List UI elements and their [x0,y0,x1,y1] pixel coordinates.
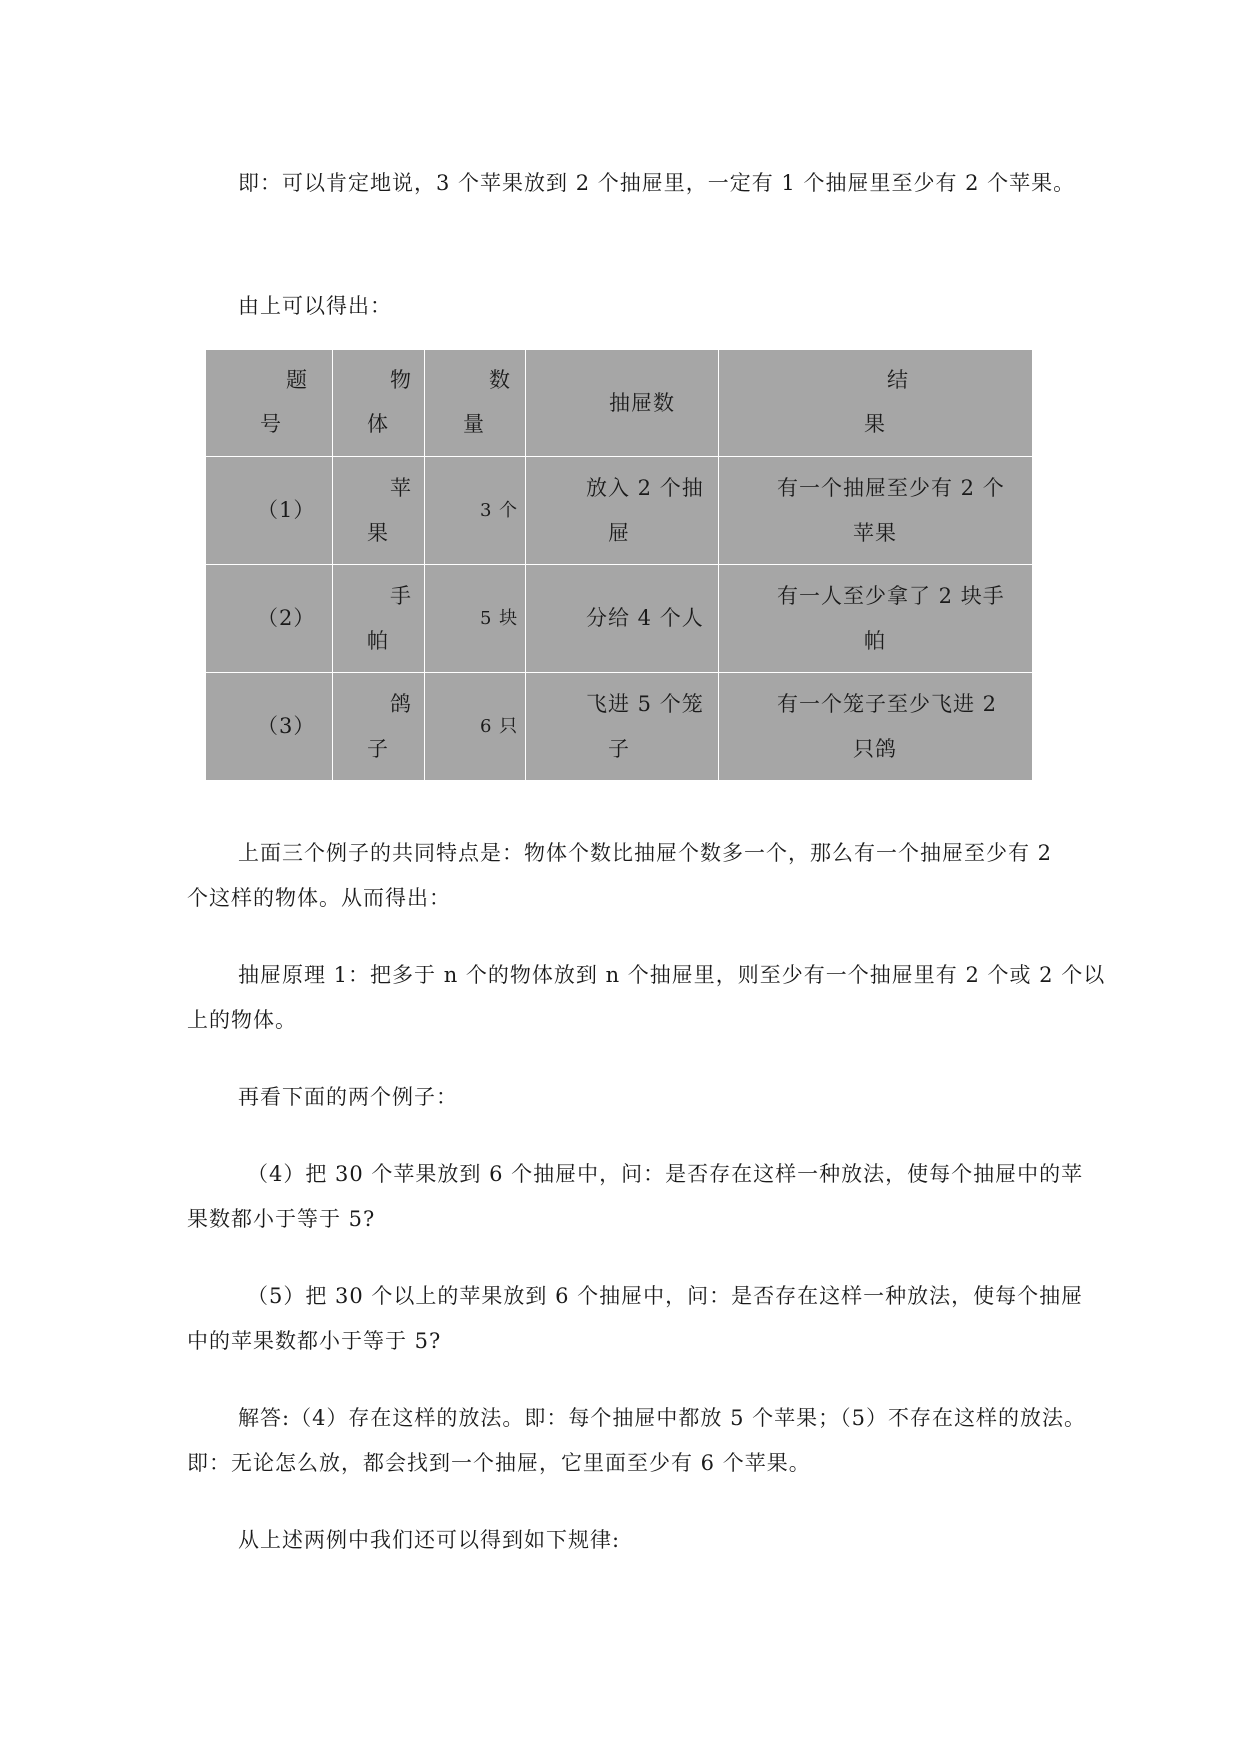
paragraph-rule-intro: 从上述两例中我们还可以得到如下规律: [238,1528,621,1552]
row-object-cell [333,673,425,781]
paragraph-principle-1-line-1: 抽屉原理 1：把多于 n 个的物体放到 n 个抽屉里，则至少有一个抽屉里有 2 个或 2 个以 [238,963,1106,987]
header-cell-result [719,350,1033,457]
paragraph-answer-line-1: 解答:（4）存在这样的放法。即：每个抽屉中都放 5 个苹果；（5）不存在这样的放法。 [238,1406,1087,1430]
header-cell-number [206,350,333,457]
table-row [206,673,1033,781]
row-drawers-line-2: 子 [608,737,630,761]
row-drawers-line-1: 分给 4 个人 [586,606,704,630]
header-drawers-label: 抽屉数 [609,391,675,415]
header-cell-quantity [425,350,526,457]
row-object-char-1: 鸽 [390,692,412,716]
header-number-char-2: 号 [260,412,282,436]
paragraph-answer-line-2: 即：无论怎么放，都会找到一个抽屉，它里面至少有 6 个苹果。 [187,1451,811,1475]
header-number-char-1: 题 [286,368,308,392]
header-cell-drawers [526,350,719,457]
examples-table [205,349,1033,781]
row-result-line-2: 苹果 [853,521,897,545]
row-quantity: 3 个 [480,500,519,521]
row-result-line-1: 有一人至少拿了 2 块手 [777,584,1005,608]
row-number: （3） [257,714,316,738]
row-quantity-cell [425,673,526,781]
table-row [206,565,1033,673]
row-number-cell [206,673,333,781]
paragraph-common-feature-line-1: 上面三个例子的共同特点是：物体个数比抽屉个数多一个，那么有一个抽屉至少有 2 [238,841,1053,865]
paragraph-common-feature-line-2: 个这样的物体。从而得出： [187,886,451,910]
row-object-char-1: 手 [390,584,412,608]
header-result-char-1: 结 [887,368,909,392]
table-header-row [206,350,1033,457]
header-object-char-1: 物 [390,368,412,392]
row-number-cell [206,457,333,565]
row-result-line-1: 有一个笼子至少飞进 2 [777,692,998,716]
paragraph-example-5-line-2: 中的苹果数都小于等于 5? [187,1329,442,1353]
header-cell-object [333,350,425,457]
paragraph-principle-1-line-2: 上的物体。 [187,1008,297,1032]
paragraph-example-5-line-1: （5）把 30 个以上的苹果放到 6 个抽屉中，问：是否存在这样一种放法，使每个抽屉 [247,1284,1084,1308]
header-quantity-char-2: 量 [463,412,485,436]
row-object-cell [333,565,425,673]
paragraph-more-examples: 再看下面的两个例子： [238,1085,458,1109]
row-object-char-2: 帕 [367,629,389,653]
row-object-char-2: 果 [367,521,389,545]
row-drawers-line-2: 屉 [608,521,630,545]
row-result-cell [719,457,1033,565]
row-object-cell [333,457,425,565]
table-row [206,457,1033,565]
row-result-cell [719,565,1033,673]
row-quantity: 6 只 [480,716,519,737]
row-quantity-cell [425,457,526,565]
row-drawers-line-1: 飞进 5 个笼 [586,692,704,716]
paragraph-example-4-line-1: （4）把 30 个苹果放到 6 个抽屉中，问：是否存在这样一种放法，使每个抽屉中的苹 [247,1162,1084,1186]
row-number-cell [206,565,333,673]
row-quantity: 5 块 [480,608,519,629]
row-object-char-1: 苹 [390,476,412,500]
row-result-line-1: 有一个抽屉至少有 2 个 [777,476,1005,500]
row-drawers-line-1: 放入 2 个抽 [586,476,704,500]
row-result-line-2: 只鸽 [853,737,897,761]
row-drawers-cell [526,565,719,673]
paragraph-conclusion-1: 即：可以肯定地说，3 个苹果放到 2 个抽屉里，一定有 1 个抽屉里至少有 2 个苹果。 [238,171,1076,195]
header-object-char-2: 体 [367,412,389,436]
row-drawers-cell [526,673,719,781]
row-number: （2） [257,606,316,630]
header-quantity-char-1: 数 [489,368,511,392]
row-object-char-2: 子 [367,737,389,761]
row-number: （1） [257,498,316,522]
row-result-line-2: 帕 [864,629,886,653]
row-drawers-cell [526,457,719,565]
row-result-cell [719,673,1033,781]
paragraph-intro-table: 由上可以得出： [238,294,392,318]
header-result-char-2: 果 [864,412,886,436]
paragraph-example-4-line-2: 果数都小于等于 5? [187,1207,376,1231]
row-quantity-cell [425,565,526,673]
